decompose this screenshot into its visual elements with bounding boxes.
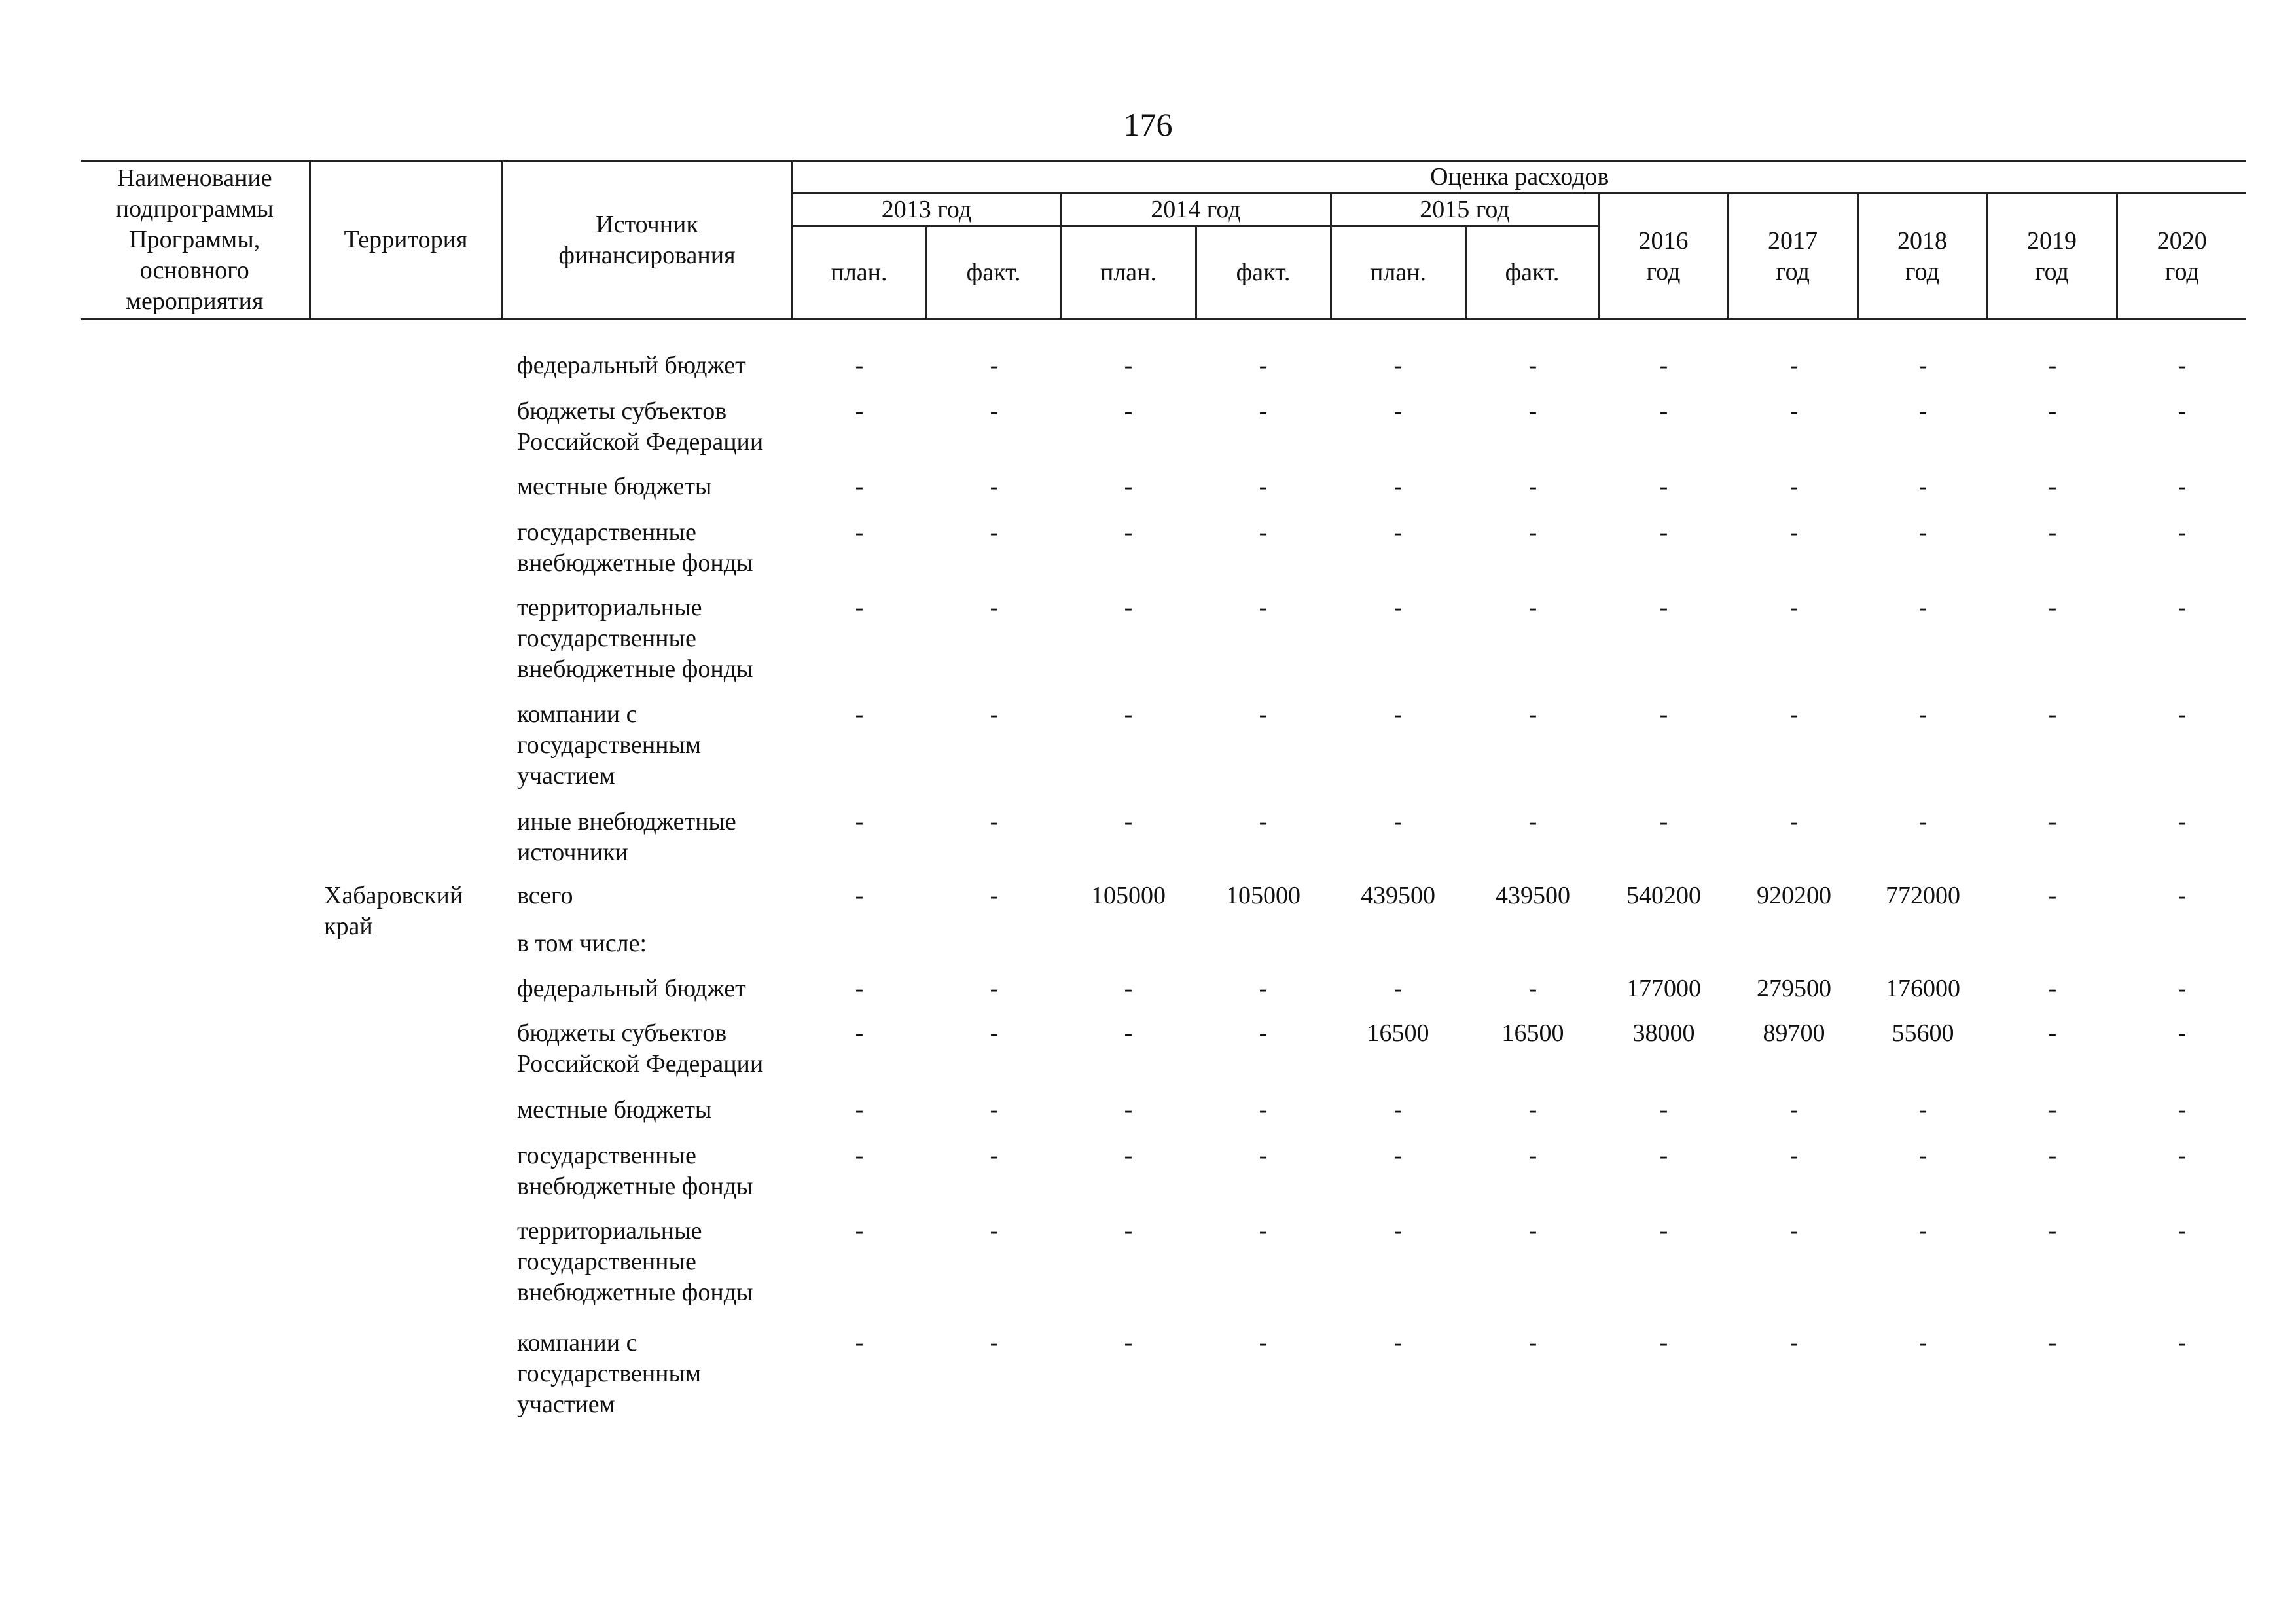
value-cell: - [1124,352,1133,379]
header-plan: план. [792,227,926,319]
value-cell: - [855,473,864,500]
year-unit: год [2164,257,2199,285]
value-cell: - [2178,808,2187,835]
territory-label: Хабаровский [324,882,463,909]
value-cell: - [1124,1217,1133,1245]
value-cell: - [1259,808,1268,835]
value-cell: - [1789,352,1799,379]
value-cell: - [1789,1217,1799,1245]
value-cell: - [990,1217,999,1245]
value-cell: - [1393,975,1403,1002]
value-cell: - [2178,352,2187,379]
value-cell: - [1528,808,1537,835]
value-cell: - [2178,1329,2187,1357]
value-cell: - [2048,1329,2057,1357]
header-territory: Территория [344,226,468,253]
value-cell: - [1259,701,1268,728]
value-cell: - [1789,594,1799,621]
value-cell: - [1659,1217,1668,1245]
value-cell: - [2178,1019,2187,1047]
value-cell: - [2178,701,2187,728]
header-cell-name [81,161,310,319]
value-cell: - [1124,1019,1133,1047]
value-cell: 279500 [1757,975,1831,1002]
value-cell: - [2048,975,2057,1002]
value-cell: - [1659,1329,1668,1357]
source-label: внебюджетные фонды [517,549,753,577]
value-cell: 177000 [1626,975,1701,1002]
value-cell: - [1659,594,1668,621]
header-fact: факт. [926,227,1061,319]
header-source-line: Источник [596,210,698,238]
header-year-2015: 2015 год [1331,194,1599,227]
value-cell: - [2048,1142,2057,1169]
value-cell: - [1789,1142,1799,1169]
value-cell: - [1124,519,1133,546]
value-cell: - [1528,1217,1537,1245]
header-cell-source [502,161,792,319]
value-cell: 105000 [1226,882,1300,909]
value-cell: - [1528,594,1537,621]
value-cell: - [1789,519,1799,546]
header-year-2016 [1599,194,1728,319]
source-label: иные внебюджетные [517,808,736,835]
value-cell: - [1789,808,1799,835]
value-cell: - [2178,473,2187,500]
source-label: бюджеты субъектов [517,397,727,425]
value-cell: - [1259,1096,1268,1123]
value-cell: - [990,808,999,835]
value-cell: - [1528,1096,1537,1123]
value-cell: - [1918,519,1928,546]
header-year-2017 [1728,194,1857,319]
value-cell: - [1393,352,1403,379]
source-label: бюджеты субъектов [517,1019,727,1047]
year-unit: год [1646,257,1681,285]
year-unit: год [1776,257,1810,285]
value-cell: - [1124,1142,1133,1169]
value-cell: - [855,1019,864,1047]
value-cell: - [1124,808,1133,835]
value-cell: - [1259,1019,1268,1047]
value-cell: - [990,594,999,621]
value-cell: - [1918,473,1928,500]
value-cell: - [2178,975,2187,1002]
value-cell: - [855,1329,864,1357]
header-year-2020 [2117,194,2246,319]
header-source-line: финансирования [558,241,736,269]
value-cell: - [1789,473,1799,500]
territory-label: край [324,913,373,940]
header-name-line: основного [139,257,249,284]
header-name-line: Наименование [117,164,272,192]
header-year-2019 [1987,194,2117,319]
value-cell: - [1528,397,1537,425]
value-cell: - [1528,975,1537,1002]
value-cell: - [855,701,864,728]
value-cell: - [1259,397,1268,425]
value-cell: - [1259,1329,1268,1357]
value-cell: - [1789,701,1799,728]
value-cell: - [1528,519,1537,546]
value-cell: - [2048,473,2057,500]
source-label: внебюджетные фонды [517,1173,753,1200]
value-cell: - [2048,1096,2057,1123]
value-cell: - [990,519,999,546]
header-name-line: мероприятия [126,287,264,315]
value-cell: 920200 [1757,882,1831,909]
value-cell: - [855,397,864,425]
value-cell: - [990,882,999,909]
value-cell: - [990,1329,999,1357]
value-cell: - [1659,519,1668,546]
value-cell: - [1789,1096,1799,1123]
year-label: 2020 [2157,227,2207,255]
value-cell: - [855,808,864,835]
source-label: федеральный бюджет [517,352,746,379]
value-cell: - [1789,1329,1799,1357]
value-cell: - [1528,1329,1537,1357]
value-cell: - [1659,473,1668,500]
value-cell: - [1918,397,1928,425]
value-cell: - [1393,1329,1403,1357]
value-cell: - [855,519,864,546]
value-cell: - [1259,519,1268,546]
header-plan: план. [1061,227,1196,319]
value-cell: - [1659,1142,1668,1169]
header-cell-territory [310,161,502,319]
year-unit: год [1905,257,1939,285]
value-cell: 55600 [1892,1019,1954,1047]
value-cell: - [1259,975,1268,1002]
value-cell: - [990,701,999,728]
source-label: федеральный бюджет [517,975,746,1002]
source-label: компании с [517,1329,637,1357]
value-cell: - [2178,1096,2187,1123]
value-cell: - [2048,519,2057,546]
value-cell: - [1918,808,1928,835]
value-cell: - [2048,397,2057,425]
value-cell: - [1918,1142,1928,1169]
value-cell: - [1393,397,1403,425]
source-label: территориальные [517,594,702,621]
value-cell: - [990,352,999,379]
value-cell: 439500 [1361,882,1435,909]
value-cell: 772000 [1886,882,1960,909]
value-cell: - [855,882,864,909]
header-fact: факт. [1465,227,1599,319]
source-label: местные бюджеты [517,1096,712,1123]
value-cell: - [1789,397,1799,425]
source-label: территориальные [517,1217,702,1245]
value-cell: - [1528,352,1537,379]
header-name-line: подпрограммы [115,195,274,223]
value-cell: - [1393,701,1403,728]
value-cell: - [1259,1217,1268,1245]
value-cell: - [1259,594,1268,621]
year-unit: год [2035,257,2069,285]
value-cell: - [1393,473,1403,500]
value-cell: - [2178,882,2187,909]
value-cell: - [990,1142,999,1169]
value-cell: - [855,1142,864,1169]
value-cell: - [990,1019,999,1047]
value-cell: 105000 [1091,882,1166,909]
value-cell: - [1528,1142,1537,1169]
header-plan: план. [1331,227,1465,319]
year-label: 2016 [1638,227,1689,255]
source-label: государственные [517,625,696,652]
source-label: Российской Федерации [517,1050,764,1078]
value-cell: - [1393,1142,1403,1169]
value-cell: 540200 [1626,882,1701,909]
source-label: участием [517,1391,615,1418]
value-cell: - [1124,473,1133,500]
header-year-2013: 2013 год [792,194,1061,227]
value-cell: - [1124,397,1133,425]
source-label: внебюджетные фонды [517,1279,753,1306]
value-cell: - [2048,1019,2057,1047]
value-cell: 176000 [1886,975,1960,1002]
value-cell: - [2048,701,2057,728]
value-cell: 16500 [1367,1019,1429,1047]
table-header [81,160,2246,320]
value-cell: - [1918,352,1928,379]
header-year-2018 [1857,194,1987,319]
value-cell: - [1393,519,1403,546]
value-cell: - [1124,1329,1133,1357]
year-label: 2017 [1768,227,1818,255]
year-label: 2018 [1897,227,1947,255]
header-name-line: Программы, [129,226,260,253]
value-cell: - [855,352,864,379]
value-cell: 89700 [1763,1019,1825,1047]
value-cell: - [855,594,864,621]
value-cell: - [990,1096,999,1123]
value-cell: - [1393,808,1403,835]
header-expenses: Оценка расходов [792,161,2246,194]
page-number: 176 [1123,106,1173,143]
value-cell: - [1124,594,1133,621]
value-cell: - [1918,1329,1928,1357]
source-label: внебюджетные фонды [517,655,753,683]
source-label: государственным [517,731,702,759]
source-label: источники [517,839,628,866]
value-cell: 38000 [1632,1019,1695,1047]
value-cell: - [1528,473,1537,500]
header-year-2014: 2014 год [1061,194,1331,227]
value-cell: - [1393,1096,1403,1123]
value-cell: - [2178,1142,2187,1169]
year-label: 2019 [2027,227,2077,255]
value-cell: - [1659,808,1668,835]
value-cell: - [855,975,864,1002]
value-cell: - [1393,1217,1403,1245]
value-cell: - [990,473,999,500]
source-label: местные бюджеты [517,473,712,500]
value-cell: - [990,397,999,425]
source-label: государственные [517,1248,696,1275]
value-cell: - [2048,808,2057,835]
value-cell: - [2048,1217,2057,1245]
value-cell: - [2048,882,2057,909]
value-cell: - [1124,975,1133,1002]
header-fact: факт. [1196,227,1331,319]
value-cell: - [2178,1217,2187,1245]
source-label: государственным [517,1360,702,1387]
value-cell: 16500 [1501,1019,1564,1047]
value-cell: - [1259,1142,1268,1169]
value-cell: - [1659,701,1668,728]
source-label: государственные [517,1142,696,1169]
source-label: всего [517,882,573,909]
value-cell: - [1918,701,1928,728]
value-cell: - [2178,519,2187,546]
value-cell: - [2178,594,2187,621]
value-cell: - [2178,397,2187,425]
value-cell: - [990,975,999,1002]
value-cell: 439500 [1496,882,1570,909]
source-label: компании с [517,701,637,728]
value-cell: - [1659,352,1668,379]
value-cell: - [1259,352,1268,379]
value-cell: - [1659,397,1668,425]
source-label: в том числе: [517,930,647,957]
value-cell: - [855,1096,864,1123]
value-cell: - [2048,352,2057,379]
value-cell: - [855,1217,864,1245]
value-cell: - [1918,1217,1928,1245]
source-label: участием [517,762,615,790]
value-cell: - [1659,1096,1668,1123]
value-cell: - [1124,701,1133,728]
source-label: Российской Федерации [517,428,764,456]
source-label: государственные [517,519,696,546]
value-cell: - [2048,594,2057,621]
value-cell: - [1393,594,1403,621]
value-cell: - [1918,1096,1928,1123]
value-cell: - [1124,1096,1133,1123]
value-cell: - [1259,473,1268,500]
value-cell: - [1918,594,1928,621]
value-cell: - [1528,701,1537,728]
